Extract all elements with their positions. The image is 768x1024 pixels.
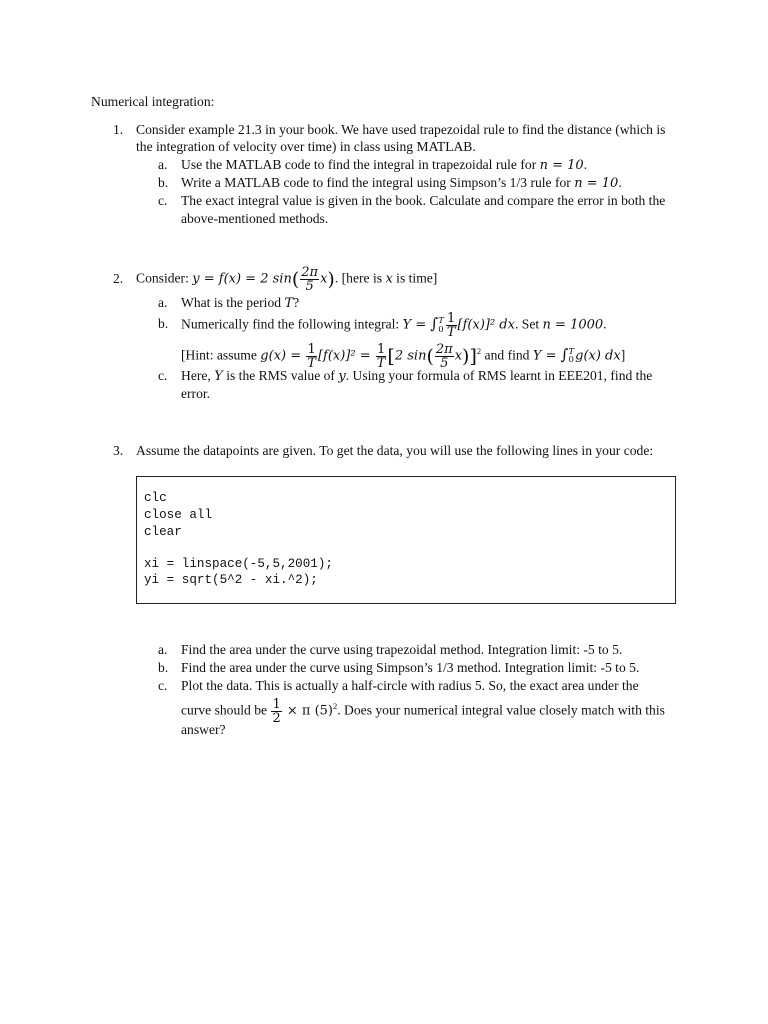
q1a-text: Use the MATLAB code to find the integral in trapezoidal rule for n = 10. [181,157,588,173]
q3-text: Assume the datapoints are given. To get the data, you will use the following lines in your code: [136,443,654,458]
q1-line-2: the integration of velocity over time) in class using MATLAB. [136,139,476,154]
q1b-text: Write a MATLAB code to find the integral using Simpson’s 1/3 rule for n = 10. [181,175,622,191]
code-line: xi = linspace(-5,5,2001); [144,557,333,571]
q1b-marker: b. [158,175,169,190]
q1c-line-1: The exact integral value is given in the book. Calculate and compare the error in both the [181,193,666,208]
q1c-line-2: above-mentioned methods. [181,211,329,226]
q2a-marker: a. [158,295,168,310]
q2c-marker: c. [158,368,168,383]
q2a-text: What is the period T? [181,295,300,311]
q2-equation: y = f(x) = 2 sin [192,271,292,287]
q2c-line-1: Here, Y is the RMS value of y. Using your formula of RMS learnt in EEE201, find the [181,368,653,384]
section-heading: Numerical integration: [91,94,215,109]
code-line: clc [144,491,167,505]
code-line: yi = sqrt(5^2 - xi.^2); [144,573,318,587]
q2c-line-2: error. [181,386,211,401]
code-box [136,476,676,604]
q2b-marker: b. [158,316,169,331]
q1c-marker: c. [158,193,168,208]
q3c-line-2: curve should be $\frac{1}{2}$ × π $(5)^2$. Does your numerical integral value closely match with this [181,696,665,726]
q2-statement: Consider: y = f(x) = 2 sin( $\frac{2\pi}{5}$ x). [here is x is time] [136,265,438,294]
q1a-marker: a. [158,157,168,172]
code-line: close all [144,508,213,522]
q3b-marker: b. [158,660,169,675]
q1-number: 1. [113,122,124,137]
q3a-text: Find the area under the curve using trapezoidal method. Integration limit: -5 to 5. [181,642,623,657]
q1-line-1: Consider example 21.3 in your book. We have used trapezoidal rule to find the distance (which is [136,122,666,137]
code-line: clear [144,525,182,539]
q3b-text: Find the area under the curve using Simpson’s 1/3 method. Integration limit: -5 to 5. [181,660,640,675]
q3c-line-1: Plot the data. This is actually a half-circle with radius 5. So, the exact area under the [181,678,639,693]
q3c-marker: c. [158,678,168,693]
q2-hint: [Hint: assume g(x) = $\frac{1}{T}$ [f(x)]² = $\frac{1}{T}$ [2 sin( $\frac{2\pi}{5}$ x)]$^2$ and find Y = ∫ T 0 g(x) dx] [181,341,626,371]
q3-number: 3. [113,443,124,458]
q2-number: 2. [113,271,124,286]
q3a-marker: a. [158,642,168,657]
q2b-text: Numerically find the following integral: Y = ∫ T 0 $\frac{1}{T}$ [f(x)]² dx. Set n = 1000. [181,311,607,340]
q3c-line-3: answer? [181,722,226,737]
